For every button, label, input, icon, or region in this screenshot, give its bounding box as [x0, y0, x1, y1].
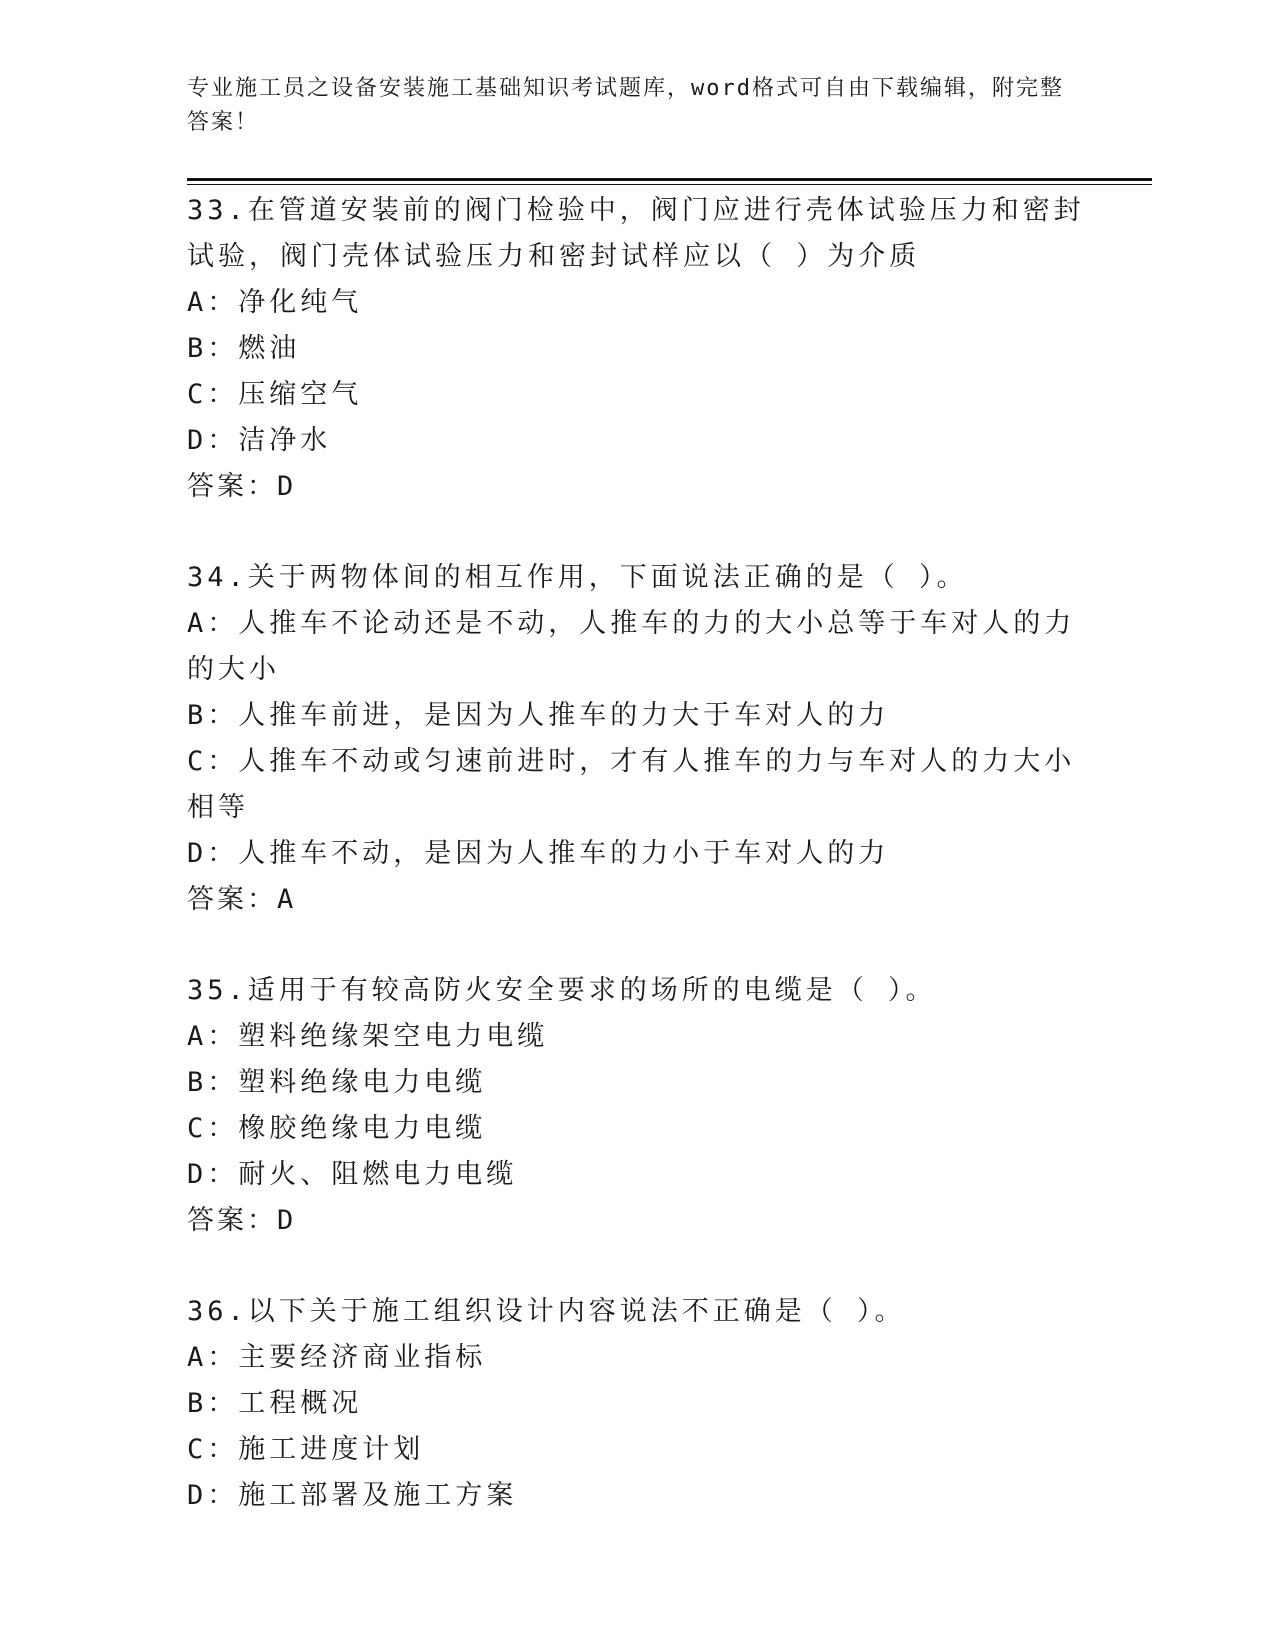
option-b: B：燃油	[187, 333, 301, 364]
question-stem: 33.在管道安装前的阀门检验中，阀门应进行壳体试验压力和密封试验，阀门壳体试验压力和密封试样应以（ ）为介质	[187, 195, 1085, 272]
option-c: C：施工进度计划	[187, 1434, 425, 1465]
question-35	[187, 968, 1087, 1244]
option-c: C：橡胶绝缘电力电缆	[187, 1113, 487, 1144]
question-stem: 34.关于两物体间的相互作用，下面说法正确的是（ ）。	[187, 562, 968, 593]
option-a: A：人推车不论动还是不动，人推车的力的大小总等于车对人的力的大小	[187, 608, 1076, 685]
document-header: 专业施工员之设备安装施工基础知识考试题库，word格式可自由下载编辑，附完整答案！	[187, 76, 1064, 135]
question-stem: 35.适用于有较高防火安全要求的场所的电缆是（ ）。	[187, 975, 937, 1006]
answer: 答案：D	[187, 1205, 297, 1236]
header-divider-thin	[187, 184, 1152, 185]
question-list	[187, 188, 1087, 1564]
option-d: D：人推车不动，是因为人推车的力小于车对人的力	[187, 838, 890, 869]
option-c: C：压缩空气	[187, 379, 363, 410]
answer: 答案：A	[187, 884, 297, 915]
question-34	[187, 555, 1087, 923]
option-c: C：人推车不动或匀速前进时，才有人推车的力与车对人的力大小相等	[187, 746, 1076, 823]
question-33	[187, 188, 1087, 510]
question-stem: 36.以下关于施工组织设计内容说法不正确是（ ）。	[187, 1296, 906, 1327]
question-36	[187, 1289, 1087, 1519]
answer: 答案：D	[187, 471, 297, 502]
option-b: B：工程概况	[187, 1388, 363, 1419]
option-d: D：耐火、阻燃电力电缆	[187, 1159, 518, 1190]
option-b: B：塑料绝缘电力电缆	[187, 1067, 487, 1098]
option-a: A：净化纯气	[187, 287, 363, 318]
header-divider-thick	[187, 178, 1152, 181]
option-d: D：施工部署及施工方案	[187, 1480, 518, 1511]
option-a: A：主要经济商业指标	[187, 1342, 487, 1373]
option-a: A：塑料绝缘架空电力电缆	[187, 1021, 549, 1052]
option-d: D：洁净水	[187, 425, 332, 456]
option-b: B：人推车前进，是因为人推车的力大于车对人的力	[187, 700, 890, 731]
